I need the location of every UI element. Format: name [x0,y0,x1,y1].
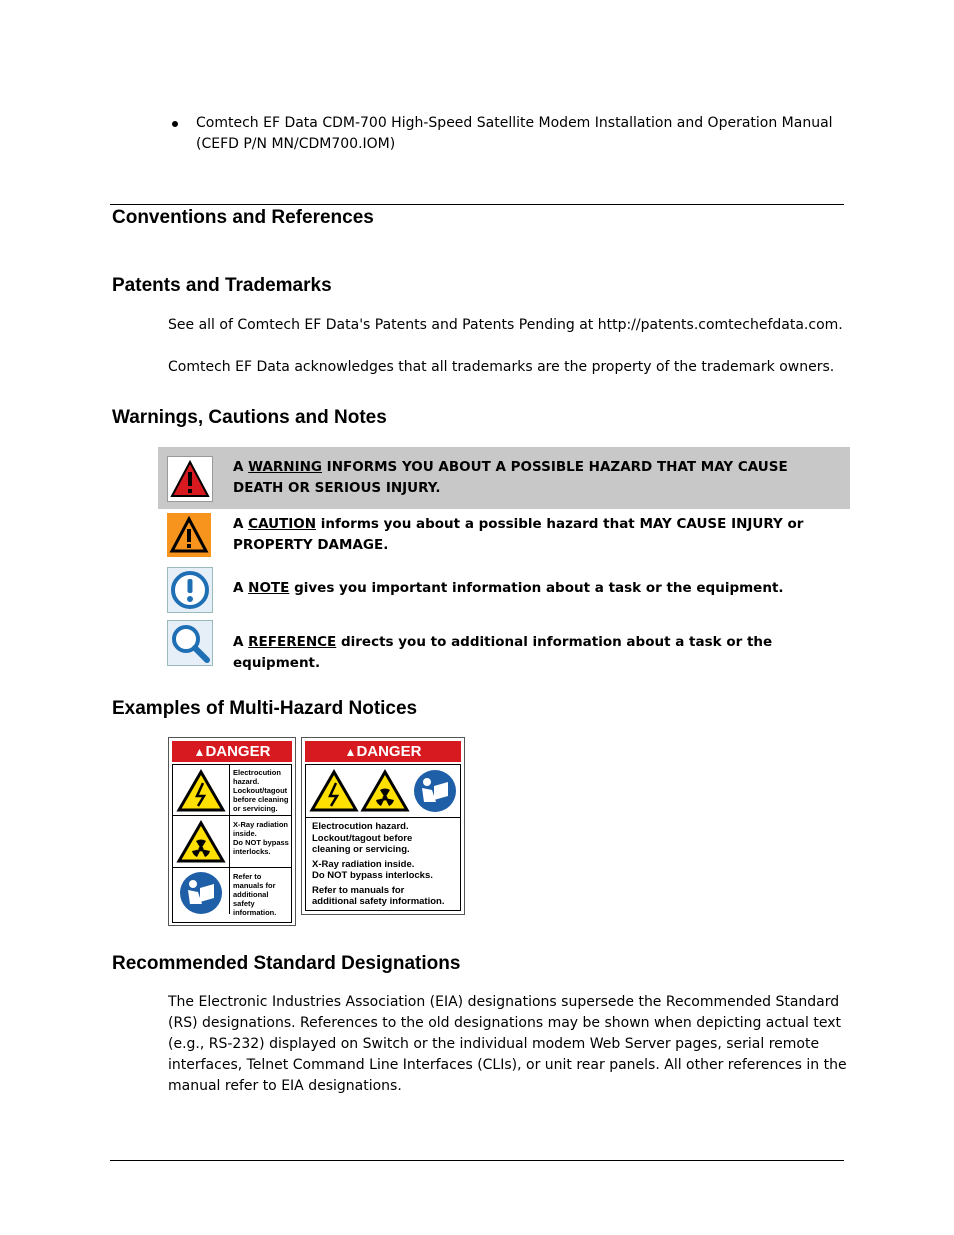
radiation-hazard-icon [360,769,410,813]
note-body: gives you important information about a task or the equipment. [289,580,784,596]
magnifier-icon [167,620,213,666]
reference-keyword: REFERENCE [248,634,337,650]
bullet-text-line1: Comtech EF Data CDM-700 High-Speed Satellite Modem Installation and Operation Manual [196,115,833,131]
footer-rule [110,1160,844,1161]
rs-line: interfaces, Telnet Command Line Interfaces (CLIs), or unit rear panels. All other references in the [168,1057,847,1073]
trademarks-paragraph: Comtech EF Data acknowledges that all trademarks are the property of the trademark owners. [168,359,835,375]
reference-text [233,632,830,674]
sign1-row1 [173,765,291,816]
note-prefix: A [233,580,249,596]
sign1-grid [172,764,292,923]
caution-notice [158,510,850,562]
danger-sign-vertical [168,737,296,926]
radiation-hazard-icon [176,820,226,864]
sign1-row3 [173,868,291,917]
note-notice [158,564,850,614]
warning-keyword: WARNING [248,459,322,475]
patents-heading: Patents and Trademarks [112,275,332,296]
sign1-cell1-text: Electrocution hazard. Lockout/tagout before cleaning or servicing. [233,768,289,813]
rs-paragraph [168,992,847,1097]
rs-line: manual refer to EIA designations. [168,1078,402,1094]
danger-label: DANGER [205,743,271,760]
section-rule [110,204,844,205]
read-manual-icon [178,870,224,916]
patents-paragraph: See all of Comtech EF Data's Patents and Patents Pending at http://patents.comtechefdata.com. [168,317,843,333]
warning-prefix: A [233,459,249,475]
rs-line: (e.g., RS-232) displayed on Switch or the individual modem Web Server pages, serial remote [168,1036,820,1052]
note-text [233,578,830,599]
electrical-hazard-icon [176,769,226,813]
sign1-row2 [173,816,291,868]
bullet-dot [172,121,178,127]
reference-notice [158,618,850,671]
danger-sign-header [172,741,292,762]
warning-notice [158,447,850,509]
note-icon [167,567,213,613]
caution-keyword: CAUTION [248,516,317,532]
danger-triangle-icon: ▲ [344,745,357,759]
sign2-text: Electrocution hazard. Lockout/tagout before cleaning or servicing. X-Ray radiation inside. Do NOT bypass interlocks. Refer to manuals for additional safety information. [312,821,445,907]
sign1-cell2-text: X-Ray radiation inside. Do NOT bypass interlocks. [233,820,289,856]
sign2-box [305,764,461,911]
danger-triangle-icon: ▲ [193,745,206,759]
warning-icon [167,456,213,502]
note-keyword: NOTE [248,580,290,596]
warning-text [233,457,830,499]
danger-sign-horizontal [301,737,465,915]
caution-prefix: A [233,516,249,532]
rs-line: (RS) designations. References to the old designations may be shown when depicting actual text [168,1015,841,1031]
warnings-heading: Warnings, Cautions and Notes [112,407,387,428]
read-manual-icon [412,768,458,814]
caution-body: informs you about a possible hazard that MAY CAUSE INJURY or PROPERTY DAMAGE. [233,516,804,553]
reference-body: directs you to additional information about a task or the equipment. [233,634,773,671]
caution-icon [167,513,211,557]
sign1-cell3-text: Refer to manuals for additional safety information. [233,872,277,917]
bullet-text-line2: (CEFD P/N MN/CDM700.IOM) [196,136,396,152]
rs-heading: Recommended Standard Designations [112,953,461,974]
multi-hazard-heading: Examples of Multi-Hazard Notices [112,698,418,719]
caution-text [233,514,830,556]
reference-prefix: A [233,634,249,650]
danger-label-2: DANGER [356,743,422,760]
danger-sign-header-2 [305,741,461,762]
electrical-hazard-icon [309,769,359,813]
warning-body: INFORMS YOU ABOUT A POSSIBLE HAZARD THAT MAY CAUSE DEATH OR SERIOUS INJURY. [233,459,788,496]
rs-line: The Electronic Industries Association (EIA) designations supersede the Recommended Standard [168,994,840,1010]
section-title: Conventions and References [112,207,374,228]
